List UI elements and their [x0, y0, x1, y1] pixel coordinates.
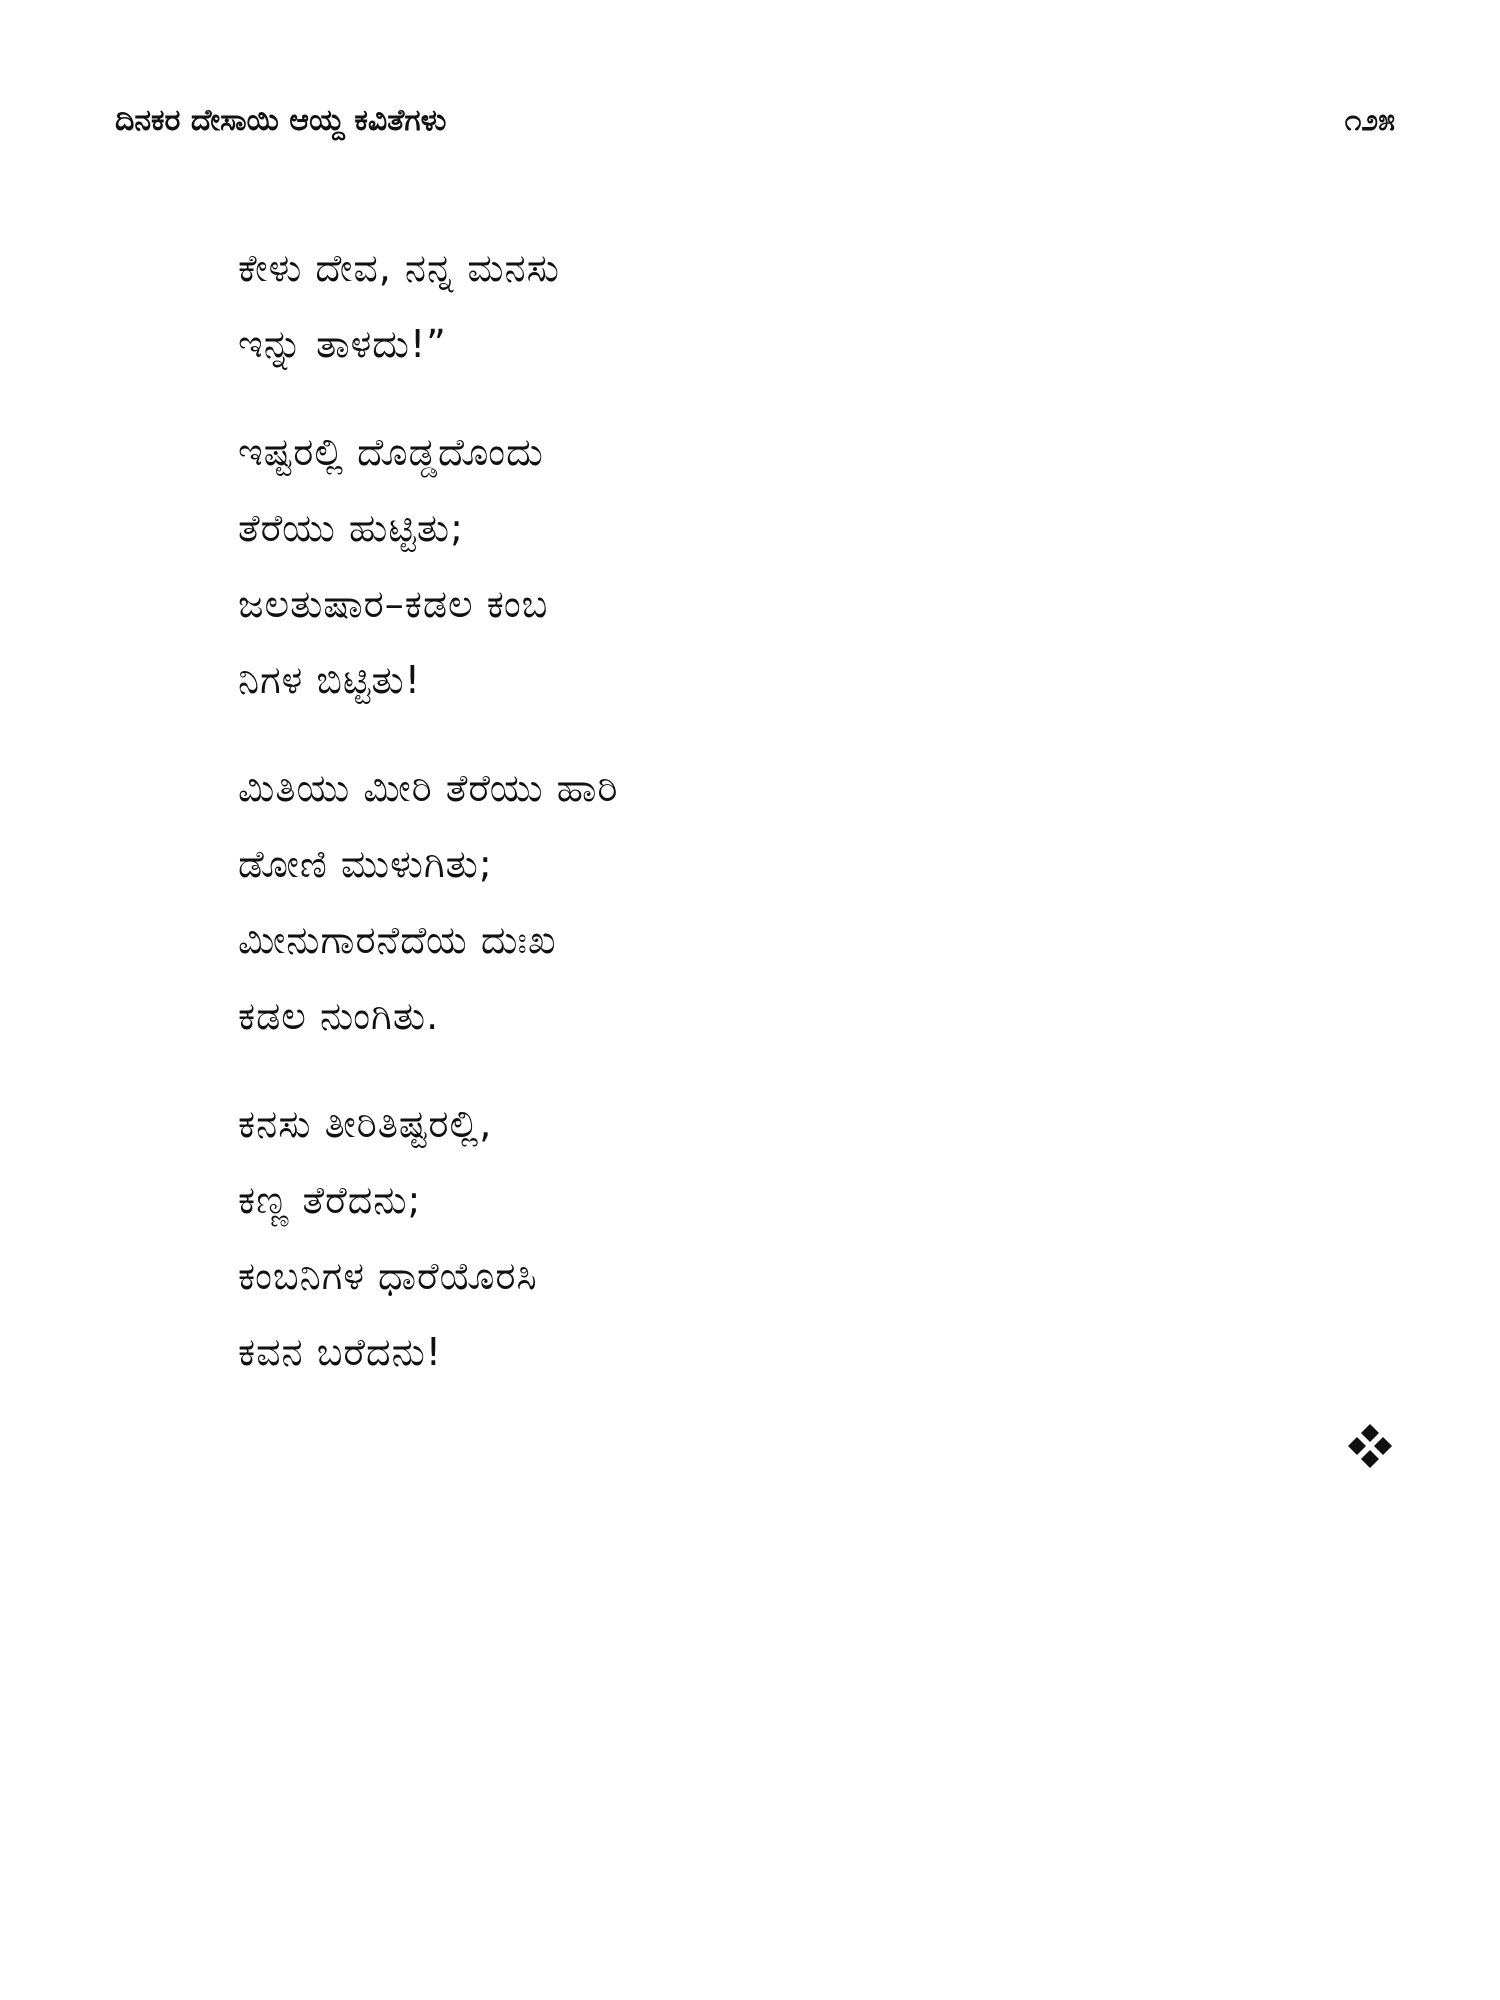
stanza-4 [238, 1086, 1138, 1390]
poem-line: ಕಂಬನಿಗಳ ಧಾರೆಯೊರಸಿ [238, 1254, 538, 1298]
running-head [115, 96, 1395, 146]
poem-line: ಮೀನುಗಾರನೆದೆಯ ದುಃಖ [238, 918, 557, 962]
poem-line: ಮಿತಿಯು ಮೀರಿ ತೆರೆಯು ಹಾರಿ [238, 766, 619, 810]
poem-body [238, 230, 1138, 1390]
stanza-2 [238, 414, 1138, 718]
poem-line: ತೆರೆಯು ಹುಟ್ಟಿತು; [238, 506, 464, 550]
poem-line: ಇಷ್ಟರಲ್ಲಿ ದೊಡ್ಡದೊಂದು [238, 430, 544, 474]
four-diamond-fleuron-icon [1346, 1422, 1394, 1470]
book-title: ದಿನಕರ ದೇಸಾಯಿ ಆಯ್ದ ಕವಿತೆಗಳು [115, 103, 447, 138]
poem-line: ನಿಗಳ ಬಿಟ್ಟಿತು! [238, 658, 421, 702]
page-number: ೧೨೫ [1344, 103, 1395, 138]
poem-line: ಕಡಲ ನುಂಗಿತು. [238, 994, 440, 1038]
poem-line: ಕವನ ಬರೆದನು! [238, 1330, 443, 1374]
poem-line: ಜಲತುಷಾರ–ಕಡಲ ಕಂಬ [238, 582, 549, 626]
poem-line: ಇನ್ನು ತಾಳದು!” [238, 322, 447, 366]
poem-line: ಕನಸು ತೀರಿತಿಷ್ಟರಲ್ಲಿ, [238, 1102, 493, 1146]
stanza-3 [238, 750, 1138, 1054]
stanza-1 [238, 230, 1138, 382]
poem-line: ಡೋಣಿ ಮುಳುಗಿತು; [238, 842, 493, 886]
poem-line: ಕಣ್ಣ ತೆರೆದನು; [238, 1178, 422, 1222]
poem-line: ಕೇಳು ದೇವ, ನನ್ನ ಮನಸು [238, 246, 560, 290]
